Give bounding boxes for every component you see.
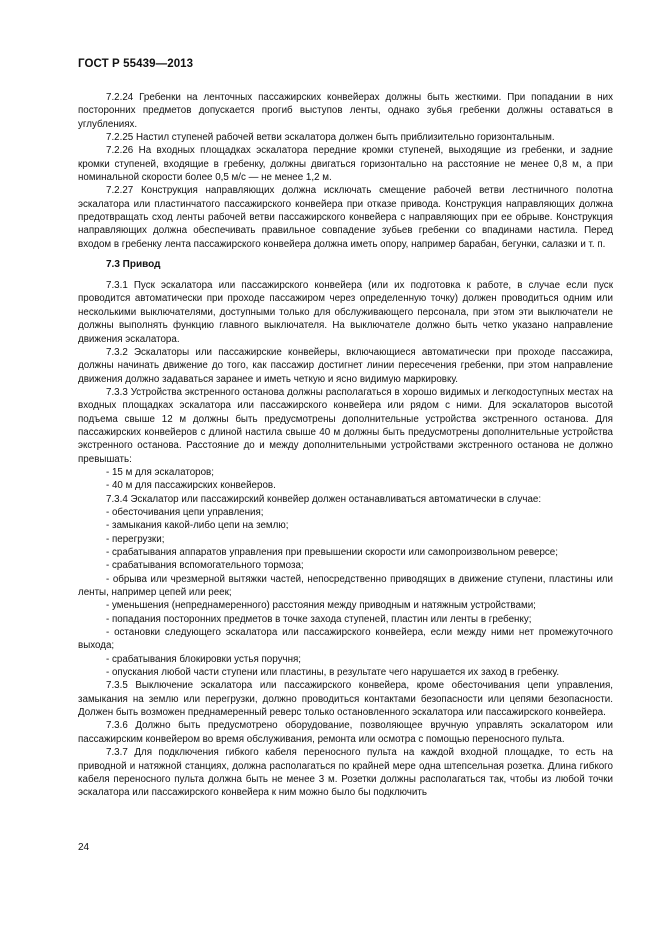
paragraph-7-2-26: 7.2.26 На входных площадках эскалатора передние кромки ступеней, выходящие из гребенки, и задние кромки ступеней, входящие в гребенку, должны двигаться горизонтально на расстояние не менее 0,8 м, а при номинальной скорости более 0,5 м/с — не менее 1,2 м. xyxy=(78,145,613,184)
paragraph-7-2-24: 7.2.24 Гребенки на ленточных пассажирских конвейерах должны быть жесткими. При попадании в них посторонних предметов допускается прогиб выступов ленты, однако зубья гребенки должны оставаться в углублениях. xyxy=(78,92,613,130)
section-heading-7-3: 7.3 Привод xyxy=(106,259,161,271)
paragraph-7-3-3: 7.3.3 Устройства экстренного останова должны располагаться в хорошо видимых и легкодоступных местах на входных площадках эскалатора или пассажирского конвейера или рядом с ними. Для эскалаторов высотой подъема свыше 12 м должны быть предусмотрены дополнительные устройства экстренного останова. Для пассажирских конвейеров с длиной настила свыше 40 м должны быть предусмотрены дополнительные устройства экстренного останова. Расстояние до и между дополнительными устройствами экстренного останова не должно превышать: xyxy=(78,386,613,465)
standard-header: ГОСТ Р 55439—2013 xyxy=(78,58,194,70)
paragraph-7-2-25: 7.2.25 Настил ступеней рабочей ветви эскалатора должен быть приблизительно горизонтальным. xyxy=(106,132,555,144)
paragraph-7-3-4: 7.3.4 Эскалатор или пассажирский конвейер должен останавливаться автоматически в случае: xyxy=(106,493,542,505)
list-item: - уменьшения (непреднамеренного) расстояния между приводным и натяжным устройствами; xyxy=(106,600,536,612)
list-item: - перегрузки; xyxy=(106,533,165,545)
list-item: - опускания любой части ступени или пластины, в результате чего нарушается их заход в гребенку. xyxy=(106,667,560,679)
page-number: 24 xyxy=(78,842,90,853)
paragraph-7-3-2: 7.3.2 Эскалаторы или пассажирские конвейеры, включающиеся автоматически при проходе пассажира, должны начинать движение до того, как пассажир достигнет линии пересечения гребенки, при этом направление движения должно задаваться заранее и иметь четкую и ясно видимую маркировку. xyxy=(78,346,613,385)
paragraph-7-3-1: 7.3.1 Пуск эскалатора или пассажирского конвейера (или их подготовка к работе, в случае если пуск проводится автоматически при проходе пассажиром через определенную точку) должен проводиться одним или несколькими выключателями, доступными только для обслуживающего персонала, при этом эти выключатели не должны выполнять функцию главного выключателя. На выключателе должно быть четко указано направление движения эскалатора. xyxy=(78,280,613,345)
list-item: - 15 м для эскалаторов; xyxy=(106,466,214,478)
list-item: - срабатывания вспомогательного тормоза; xyxy=(106,560,304,572)
list-item: - срабатывания аппаратов управления при превышении скорости или самопроизвольном реверсе; xyxy=(106,547,558,558)
list-item: - остановки следующего эскалатора или пассажирского конвейера, если между ними нет промежуточного выхода; xyxy=(78,627,613,652)
list-item: - замыкания какой-либо цепи на землю; xyxy=(106,520,289,532)
list-item: - попадания посторонних предметов в точке захода ступеней, пластин или ленты в гребенку; xyxy=(106,613,532,625)
paragraph-7-3-6: 7.3.6 Должно быть предусмотрено оборудование, позволяющее вручную управлять эскалатором или пассажирским конвейером во время обслуживания, ремонта или осмотра с помощью переносного пульта. xyxy=(78,720,613,745)
list-item: - срабатывания блокировки устья поручня; xyxy=(106,653,302,665)
document-body xyxy=(78,91,613,800)
paragraph-7-3-5: 7.3.5 Выключение эскалатора или пассажирского конвейера, кроме обесточивания цепи управления, замыкания на землю или перегрузки, должно проводиться контактами безопасности или цепями безопасности. Должен быть возможен преднамеренный реверс только остановленного эскалатора или пассажирского конвейера. xyxy=(78,680,613,719)
list-item: - обрыва или чрезмерной вытяжки частей, непосредственно приводящих в движение ступени, пластины или ленты, например цепей или реек; xyxy=(78,573,613,599)
paragraph-7-3-7: 7.3.7 Для подключения гибкого кабеля переносного пульта на каждой входной площадке, то есть на приводной и натяжной станциях, должна располагаться по крайней мере одна штепсельная розетка. Длина гибкого кабеля переносного пульта должна быть не менее 3 м. Розетки должны располагаться так, чтобы из любой точки эскалатора или пассажирского конвейера к ним можно было бы подключить xyxy=(78,747,613,799)
paragraph-7-2-27: 7.2.27 Конструкция направляющих должна исключать смещение рабочей ветви лестничного полотна эскалатора или пластинчатого пассажирского конвейера при отказе привода. Конструкция направляющих должна предотвращать сход ленты рабочей ветви пассажирского конвейера с направляющих при ее обрыве. Конструкция направляющих должна обеспечивать правильное совпадение зубьев гребенки со впадинами настила. Перед входом в гребенку лента пассажирского конвейера должна иметь опору, например барабан, бегунки, салазки и т. п. xyxy=(78,185,613,250)
list-item: - обесточивания цепи управления; xyxy=(106,506,264,518)
list-item: - 40 м для пассажирских конвейеров. xyxy=(106,480,276,492)
